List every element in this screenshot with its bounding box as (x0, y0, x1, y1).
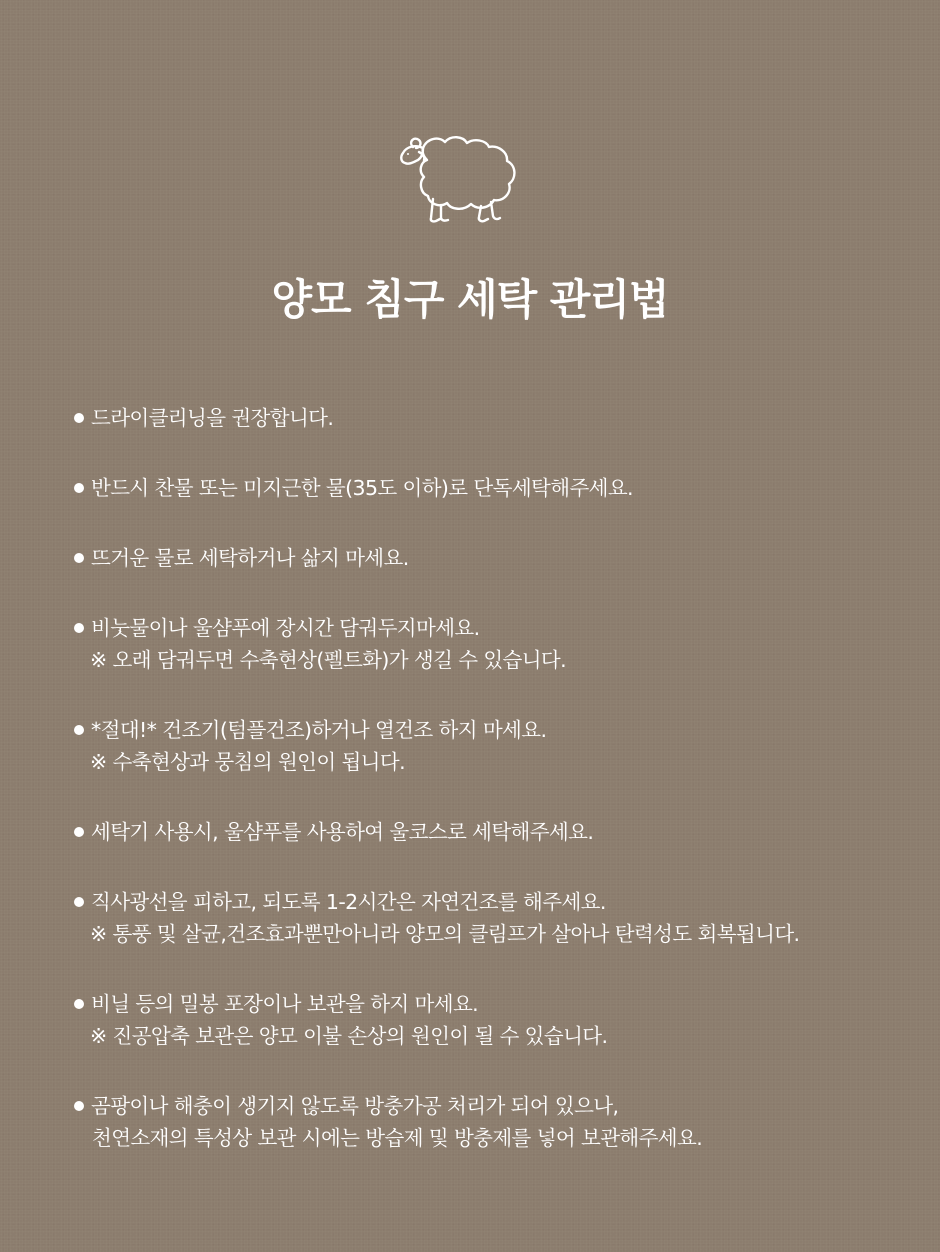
bullet-icon (74, 827, 84, 837)
instruction-text: 뜨거운 물로 세탁하거나 삶지 마세요. (91, 546, 409, 570)
instruction-note: ※ 진공압축 보관은 양모 이불 손상의 원인이 될 수 있습니다. (90, 1024, 608, 1048)
instruction-item (74, 886, 934, 950)
instruction-text: 드라이클리닝을 권장합니다. (91, 406, 334, 430)
instruction-item (74, 816, 934, 848)
care-instructions-list (74, 402, 934, 1192)
bullet-icon (74, 553, 84, 563)
instruction-text: 비닐 등의 밀봉 포장이나 보관을 하지 마세요. (91, 992, 479, 1016)
bullet-icon (74, 413, 84, 423)
instruction-item (74, 542, 934, 574)
instruction-text: 세탁기 사용시, 울샴푸를 사용하여 울코스로 세탁해주세요. (91, 820, 594, 844)
instruction-continuation: 천연소재의 특성상 보관 시에는 방습제 및 방충제를 넣어 보관해주세요. (92, 1126, 703, 1150)
page-title: 양모 침구 세탁 관리법 (271, 275, 669, 324)
bullet-icon (74, 725, 84, 735)
instruction-text: 반드시 찬물 또는 미지근한 물(35도 이하)로 단독세탁해주세요. (91, 476, 633, 500)
instruction-item (74, 402, 934, 434)
instruction-item (74, 612, 934, 676)
bullet-icon (74, 623, 84, 633)
instruction-item (74, 472, 934, 504)
instruction-item (74, 1090, 934, 1154)
instruction-item (74, 714, 934, 778)
bullet-icon (74, 483, 84, 493)
instruction-text: *절대!* 건조기(텀플건조)하거나 열건조 하지 마세요. (91, 718, 547, 742)
sheep-icon (393, 126, 527, 228)
bullet-icon (74, 1101, 84, 1111)
instruction-note: ※ 통풍 및 살균,건조효과뿐만아니라 양모의 클림프가 살아나 탄력성도 회복됩니다. (90, 922, 800, 946)
instruction-note: ※ 오래 담궈두면 수축현상(펠트화)가 생길 수 있습니다. (90, 648, 567, 672)
instruction-text: 곰팡이나 해충이 생기지 않도록 방충가공 처리가 되어 있으나, (91, 1094, 619, 1118)
instruction-text: 비눗물이나 울샴푸에 장시간 담궈두지마세요. (91, 616, 480, 640)
instruction-text: 직사광선을 피하고, 되도록 1-2시간은 자연건조를 해주세요. (91, 890, 606, 914)
bullet-icon (74, 897, 84, 907)
bullet-icon (74, 999, 84, 1009)
instruction-note: ※ 수축현상과 뭉침의 원인이 됩니다. (90, 750, 405, 774)
instruction-item (74, 988, 934, 1052)
